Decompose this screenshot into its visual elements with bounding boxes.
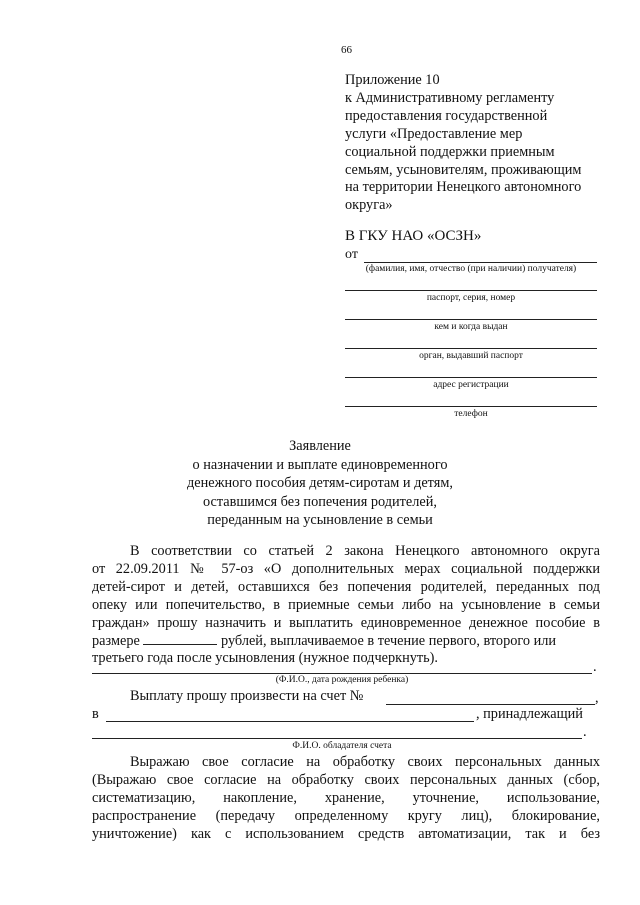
applicant-name-line [364,262,597,263]
annex-line: семьям, усыновителям, проживающим [345,161,582,178]
amount-field[interactable] [143,632,217,645]
title-line: о назначении и выплате единовременного [192,456,448,473]
registration-address-caption: адрес регистрации [433,380,509,390]
consent-line: распространение (передачу определенному кругу лиц), блокирование, [92,807,600,824]
phone-caption: телефон [454,409,488,419]
applicant-name-caption: (фамилия, имя, отчество (при наличии) получателя) [365,264,577,274]
child-info-dot: . [593,659,597,675]
paragraph-line: В соответствии со статьей 2 закона Ненецкого автономного округа [130,543,600,559]
account-number-line[interactable] [386,704,595,705]
request-paragraph [92,543,600,668]
account-comma: , [595,690,599,706]
annex-line: услуги «Предоставление мер [345,125,523,142]
child-info-caption: (Ф.И.О., дата рождения ребенка) [275,675,409,685]
paragraph-line: детей-сирот и детей, оставшихся без попечения родителей, переданных под [92,578,600,595]
title-line: переданным на усыновление в семьи [207,512,433,528]
issued-by-line [345,319,597,320]
account-holder-caption: Ф.И.О. обладателя счета [292,741,392,751]
bank-prefix: в [92,706,99,722]
annex-line: Приложение 10 [345,72,440,88]
consent-line: систематизацию, накопление, хранение, уточнение, использование, [92,789,600,806]
passport-line [345,290,597,291]
paragraph-line: от 22.09.2011 № 57-оз «О дополнительных мерах социальной поддержки [92,560,600,577]
passport-caption: паспорт, серия, номер [426,293,516,303]
annex-header [345,72,581,215]
paragraph-line: граждан» прошу назначить и выплатить единовременное денежное пособие в [92,614,600,631]
application-title [150,437,490,530]
consent-line: уничтожение) как с использованием средств автоматизации, так и без [92,825,600,842]
issued-by-caption: кем и когда выдан [434,322,508,332]
registration-address-line [345,377,597,378]
page-number: 66 [341,44,352,56]
title-line: Заявление [289,438,351,454]
consent-line: Выражаю свое согласие на обработку своих персональных данных [130,754,600,770]
paragraph-line: третьего года после усыновления (нужное подчеркнуть). [92,650,438,667]
phone-line [345,406,597,407]
child-info-line[interactable] [92,673,592,674]
bank-suffix: , принадлежащий [476,706,583,722]
payment-request-text: Выплату прошу произвести на счет № [130,688,364,704]
title-line: денежного пособия детям-сиротам и детям, [187,475,453,491]
issuing-authority-line [345,348,597,349]
account-holder-line[interactable] [92,738,582,739]
holder-dot: . [583,724,587,740]
annex-line: предоставления государственной [345,107,548,124]
paragraph-line: опеку или попечительство, в приемные семьи либо на усыновление в семьи [92,596,600,613]
issuing-authority-caption: орган, выдавший паспорт [419,351,523,361]
annex-line: социальной поддержки приемным [345,143,555,160]
annex-line: на территории Ненецкого автономного [345,179,582,196]
consent-paragraph [92,754,600,843]
amount-suffix: рублей, выплачиваемое в течение первого, второго или [220,633,557,650]
addressee-to: В ГКУ НАО «ОСЗН» [345,228,482,244]
from-label: от [345,247,358,262]
amount-prefix: размере [92,633,140,650]
bank-name-line[interactable] [106,721,474,722]
amount-line [92,632,600,650]
title-line: оставшимся без попечения родителей, [203,493,437,510]
annex-line: к Административному регламенту [345,89,555,106]
annex-line: округа» [345,197,393,214]
consent-line: (Выражаю свое согласие на обработку своих персональных данных (сбор, [92,771,600,788]
